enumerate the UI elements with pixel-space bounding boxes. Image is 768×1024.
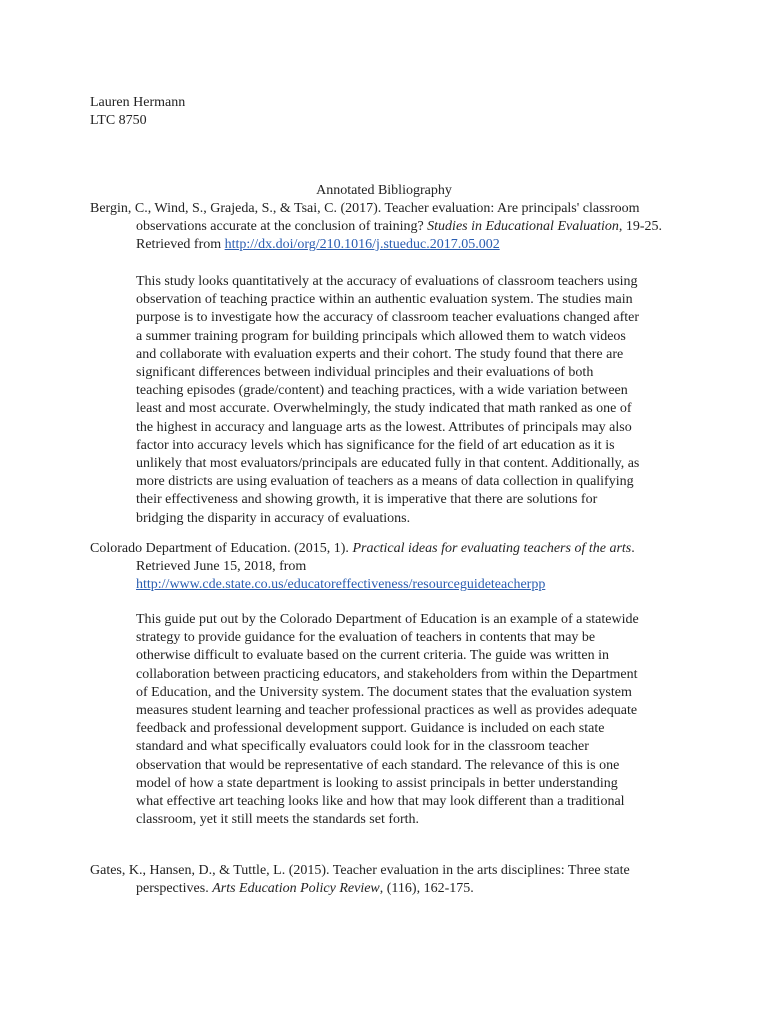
annotation-2-line: observation that would be representative of each standard. The relevance of this is one	[136, 757, 620, 773]
annotation-1-line: their effectiveness and showing growth, it is imperative that there are solutions for	[136, 492, 598, 508]
annotation-1-line: This study looks quantitatively at the accuracy of evaluations of classroom teachers using	[136, 274, 638, 289]
citation-2-retrieved: Retrieved June 15, 2018, from	[136, 559, 307, 575]
annotation-1-line: observation of teaching practice within an authentic evaluation system. The studies main	[136, 292, 633, 308]
annotation-2-line: what effective art teaching looks like and how that may look different than a traditional	[136, 794, 625, 810]
citation-3-journal: Arts Education Policy Review	[212, 881, 380, 897]
citation-3-lead: perspectives.	[136, 881, 209, 897]
annotation-1-line: unlikely that most evaluators/principals are educated fully in that content. Additionally, as	[136, 456, 640, 472]
citation-2-title: Practical ideas for evaluating teachers of the arts	[352, 541, 632, 556]
citation-2-after-title: .	[631, 541, 635, 556]
annotation-1-line: more districts are using evaluation of teachers as a means of data collection in qualifying	[136, 474, 634, 490]
citation-3-line-2	[90, 880, 690, 898]
annotation-1-line: bridging the disparity in accuracy of evaluations.	[136, 510, 411, 526]
citation-1-lead: Bergin, C., Wind, S., Grajeda, S., & Tsai, C. (2017). Teacher evaluation: Are principals' classroom observations accurate at the conclusion of training?	[90, 201, 640, 235]
bibliography-entry-3	[90, 862, 690, 898]
annotation-1-line: a summer training program for building principals which allowed them to watch videos	[136, 328, 626, 344]
course-code: LTC 8750	[90, 113, 147, 129]
citation-1-link[interactable]: http://dx.doi/org/210.1016/j.stueduc.2017.05.002	[224, 237, 500, 253]
author-header	[90, 94, 690, 130]
annotation-2-line: classroom, yet it still meets the standards set forth.	[136, 812, 420, 828]
citation-1	[90, 200, 690, 255]
citation-2-link[interactable]: http://www.cde.state.co.us/educatoreffectiveness/resourceguideteacherpp	[136, 577, 546, 593]
annotation-1-line: teaching episodes (grade/content) and teaching practices, with a wide variation between	[136, 383, 628, 399]
citation-2-lead: Colorado Department of Education. (2015, 1).	[90, 541, 349, 556]
citation-3-line-1: Gates, K., Hansen, D., & Tuttle, L. (2015). Teacher evaluation in the arts disciplines: Three state	[90, 863, 630, 878]
annotation-2-body	[136, 611, 692, 829]
bibliography-entry-1	[90, 200, 690, 255]
annotation-1-line: significant differences between individual principles and their evaluations of both	[136, 365, 594, 381]
citation-1-journal: Studies in Educational Evaluation	[427, 219, 619, 235]
annotation-2-line: collaboration between practicing educators, and stakeholders from within the Department	[136, 666, 638, 682]
annotation-2-line: feedback and professional development support. Guidance is included on each state	[136, 721, 605, 737]
document-title: Annotated Bibliography	[316, 183, 452, 198]
citation-2	[90, 540, 690, 595]
annotation-2-line: This guide put out by the Colorado Department of Education is an example of a statewide	[136, 612, 639, 627]
annotation-2-line: of Education, and the University system. The document states that the evaluation system	[136, 684, 632, 700]
annotation-2-line: standard and what specifically evaluators could look for in the classroom teacher	[136, 739, 589, 755]
annotation-2-line: measures student learning and teacher professional practices as well as provides adequate	[136, 703, 638, 719]
annotation-1-line: and collaborate with evaluation experts and their cohort. The study found that there are	[136, 346, 624, 362]
annotation-1	[90, 273, 690, 528]
annotation-1-body	[136, 273, 692, 528]
annotation-2-line: otherwise difficult to evaluate based on the current criteria. The guide was written in	[136, 648, 609, 664]
annotation-2-line: strategy to provide guidance for the evaluation of teachers in contents that may be	[136, 630, 596, 646]
annotation-2	[90, 611, 690, 829]
annotation-1-line: the highest in accuracy and language arts as the lowest. Attributes of principals may also	[136, 419, 632, 435]
annotation-1-line: factor into accuracy levels which has significance for the field of art education as it is	[136, 437, 615, 453]
citation-1-after-journal: , 19-25. Retrieved from	[136, 219, 663, 253]
author-name: Lauren Hermann	[90, 95, 186, 110]
annotation-1-line: purpose is to investigate how the accuracy of classroom teacher evaluations changed after	[136, 310, 640, 326]
annotation-2-line: model of how a state department is looking to assist principals in better understanding	[136, 775, 618, 791]
bibliography-entry-2	[90, 540, 690, 595]
citation-3-after-journal: , (116), 162-175.	[379, 881, 474, 897]
annotation-1-line: least and most accurate. Overwhelmingly, the study indicated that math ranked as one of	[136, 401, 632, 417]
